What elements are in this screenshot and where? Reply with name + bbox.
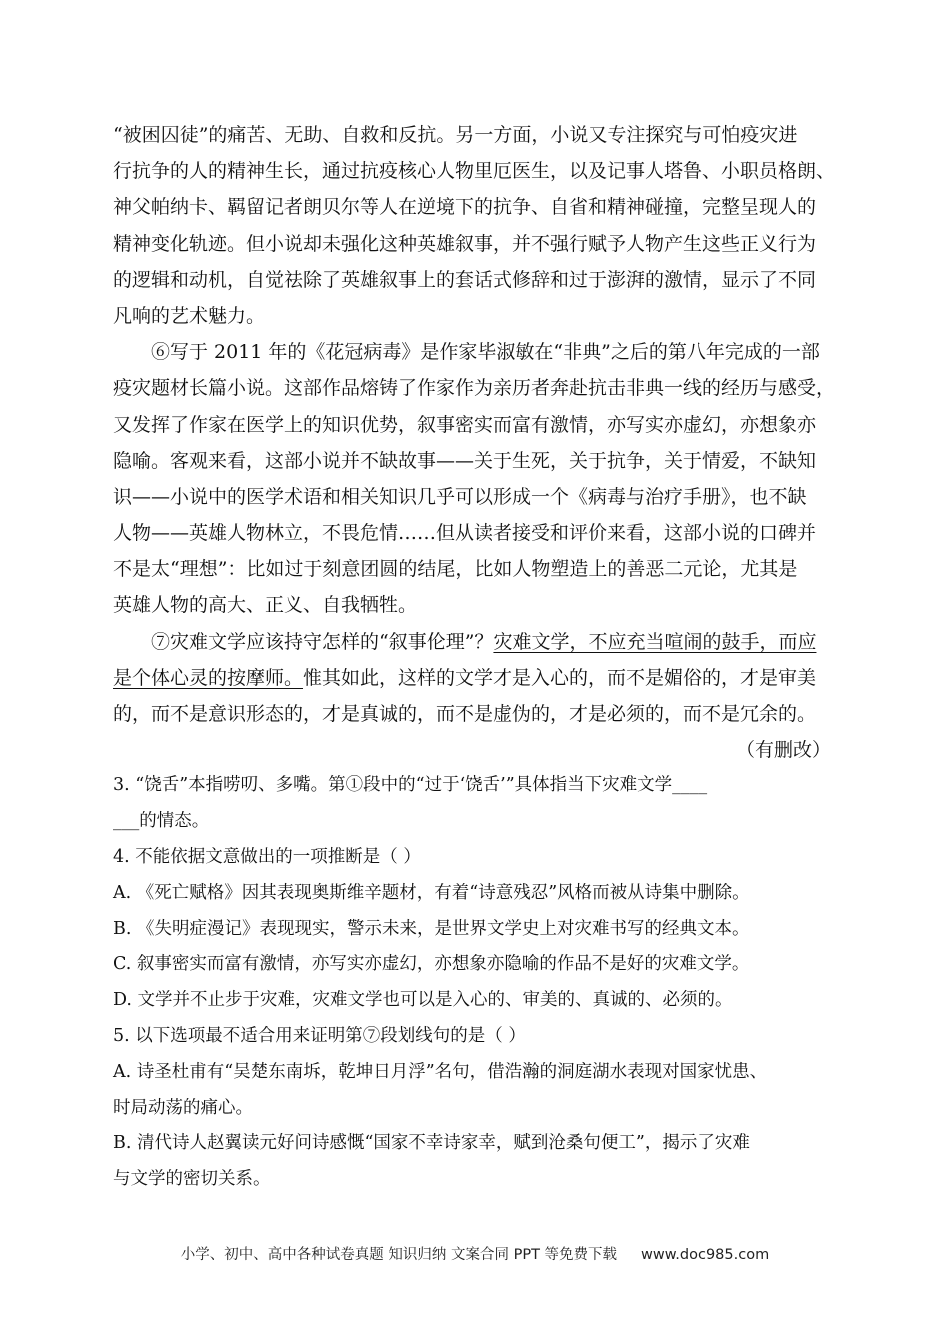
text-line xyxy=(113,624,841,660)
text-line: 精神变化轨迹。但小说却未强化这种英雄叙事，并不强行赋予人物产生这些正义行为 xyxy=(113,232,817,255)
question-4 xyxy=(113,840,841,1019)
text-line: 人物——英雄人物林立，不畏危情……但从读者接受和评价来看，这部小说的口碑并 xyxy=(113,522,817,545)
source-note: （有删改） xyxy=(735,739,831,762)
question-stem: 3. “饶舌”本指唠叨、多嘴。第①段中的“过于‘饶舌’”具体指当下灾难文学____ xyxy=(113,775,708,796)
text-line: 疫灾题材长篇小说。这部作品熔铸了作家作为亲历者奔赴抗击非典一线的经历与感受， xyxy=(113,377,836,400)
text-line: 不是太“理想”：比如过于刻意团圆的结尾，比如人物塑造上的善恶二元论，尤其是 xyxy=(113,558,798,581)
question-stem: 5. 以下选项最不适合用来证明第⑦段划线句的是（ ） xyxy=(113,1025,526,1046)
option-a: A. 《死亡赋格》因其表现奥斯维辛题材，有着“诗意残忍”风格而被从诗集中删除。 xyxy=(113,882,750,903)
text-line: “被困囚徒”的痛苦、无助、自救和反抗。另一方面，小说又专注探究与可怕疫灾进 xyxy=(113,124,798,146)
question-stem: 4. 不能依据文意做出的一项推断是（ ） xyxy=(113,846,421,867)
question-stem: ___的情态。 xyxy=(113,811,210,832)
paragraph-text: 惟其如此，这样的文学才是入心的，而不是媚俗的，才是审美 xyxy=(303,666,817,689)
option-b: B. 清代诗人赵翼读元好问诗感慨“国家不幸诗家幸，赋到沧桑句便工”，揭示了灾难 xyxy=(113,1133,750,1154)
page-footer xyxy=(0,1243,950,1264)
footer-link[interactable]: www.doc985.com xyxy=(641,1247,770,1263)
document-page xyxy=(113,117,841,1198)
option-c: C. 叙事密实而富有激情，亦写实亦虚幻，亦想象亦隐喻的作品不是好的灾难文学。 xyxy=(113,954,750,975)
text-line: 识——小说中的医学术语和相关知识几乎可以形成一个《病毒与治疗手册》，也不缺 xyxy=(113,485,807,508)
text-line: 的，而不是意识形态的，才是真诚的，而不是虚伪的，才是必须的，而不是冗余的。 xyxy=(113,703,817,725)
text-line: 凡响的艺术魅力。 xyxy=(113,304,266,327)
option-a-cont: 时局动荡的痛心。 xyxy=(113,1097,253,1118)
option-b-cont: 与文学的密切关系。 xyxy=(113,1169,271,1190)
text-line: 又发挥了作家在医学上的知识优势，叙事密实而富有激情，亦写实亦虚幻，亦想象亦 xyxy=(113,413,817,436)
footer-text: 小学、初中、高中各种试卷真题 知识归纳 文案合同 PPT 等免费下载 xyxy=(180,1247,618,1263)
text-line xyxy=(113,660,841,696)
text-line: 神父帕纳卡、羁留记者朗贝尔等人在逆境下的抗争、自省和精神碰撞，完整呈现人的 xyxy=(113,196,817,219)
text-line: 隐喻。客观来看，这部小说并不缺故事——关于生死，关于抗争，关于情爱，不缺知 xyxy=(113,449,817,472)
text-line: 英雄人物的高大、正义、自我牺牲。 xyxy=(113,594,418,617)
question-3 xyxy=(113,768,841,840)
passage-paragraph-7 xyxy=(113,624,841,733)
underlined-sentence: 是个体心灵的按摩师。 xyxy=(113,666,304,689)
text-line: 行抗争的人的精神生长，通过抗疫核心人物里厄医生，以及记事人塔鲁、小职员格朗、 xyxy=(113,160,836,183)
option-b: B. 《失明症漫记》表现现实，警示未来，是世界文学史上对灾难书写的经典文本。 xyxy=(113,918,750,939)
text-line: ⑥写于 2011 年的《花冠病毒》是作家毕淑敏在“非典”之后的第八年完成的一部 xyxy=(151,341,820,364)
underlined-sentence: 灾难文学，不应充当喧闹的鼓手，而应 xyxy=(493,630,817,653)
passage-paragraph-6 xyxy=(113,334,841,624)
question-5 xyxy=(113,1019,841,1198)
paragraph-lead: ⑦灾难文学应该持守怎样的“叙事伦理”？ xyxy=(151,630,494,653)
option-d: D. 文学并不止步于灾难，灾难文学也可以是入心的、审美的、真诚的、必须的。 xyxy=(113,990,733,1011)
passage-paragraph-5-tail xyxy=(113,117,841,334)
text-line: 的逻辑和动机，自觉祛除了英雄叙事上的套话式修辞和过于澎湃的激情，显示了不同 xyxy=(113,268,817,291)
option-a: A. 诗圣杜甫有“吴楚东南坼，乾坤日月浮”名句，借浩瀚的洞庭湖水表现对国家忧患、 xyxy=(113,1061,768,1082)
